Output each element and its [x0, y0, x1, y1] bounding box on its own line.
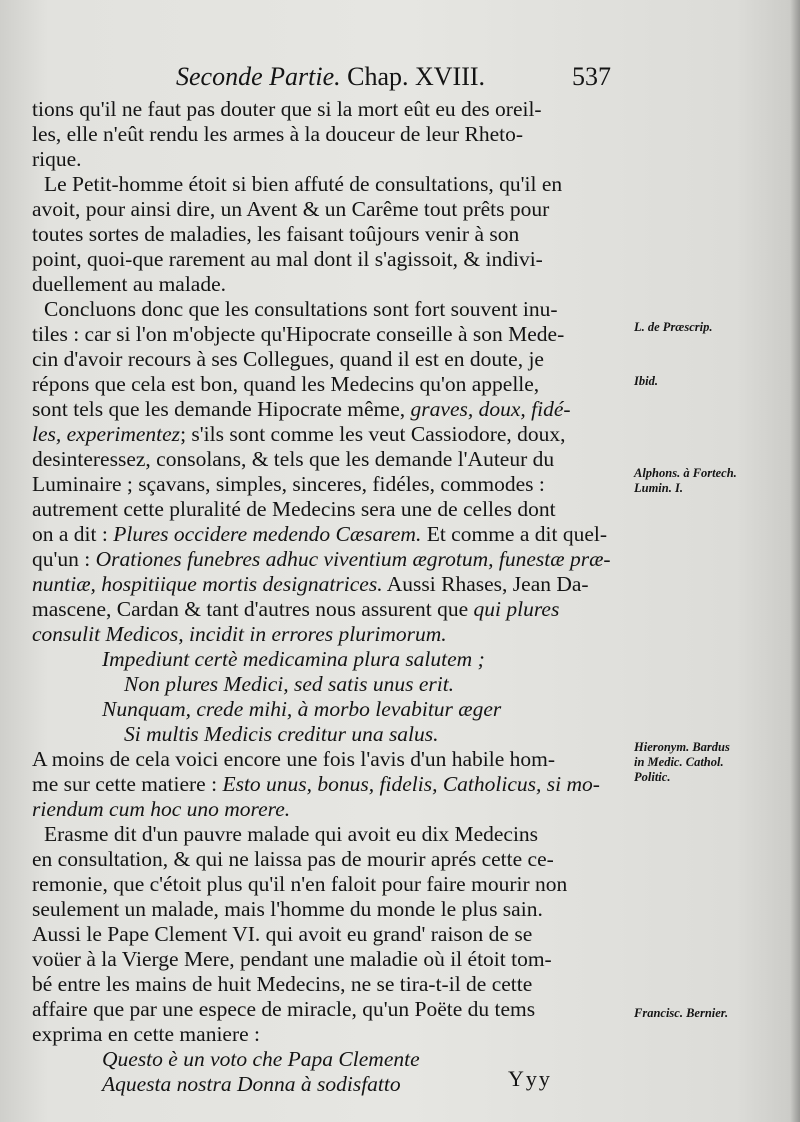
- verse-line: Impediunt certè medicamina plura salutem ;: [102, 647, 485, 671]
- verse-line: Questo è un voto che Papa Clemente: [102, 1047, 420, 1071]
- margin-note: [634, 740, 730, 785]
- margin-note-line: Francisc. Bernier.: [634, 1006, 729, 1020]
- text-line: autrement cette pluralité de Medecins sera une de celles dont: [32, 497, 556, 521]
- margin-note: [634, 466, 737, 496]
- text-span: sont tels que les demande Hipocrate même,: [32, 397, 411, 421]
- text-line: en consultation, & qui ne laissa pas de mourir aprés cette ce-: [32, 847, 554, 871]
- latin-span: graves, doux, fidé-: [410, 397, 571, 421]
- text-line: point, quoi-que rarement au mal dont il s'agissoit, & indivi-: [32, 247, 543, 271]
- paragraph-start: Concluons donc que les consultations sont fort souvent inu-: [44, 297, 558, 321]
- text-line: [32, 422, 628, 447]
- text-line: seulement un malade, mais l'homme du monde le plus sain.: [32, 897, 543, 921]
- latin-line: consulit Medicos, incidit in errores plurimorum.: [32, 622, 447, 646]
- page-number: 537: [572, 62, 611, 91]
- text-line: cin d'avoir recours à ses Collegues, quand il est en doute, je: [32, 347, 544, 371]
- latin-line: riendum cum hoc uno morere.: [32, 797, 291, 821]
- main-text: [32, 97, 628, 1097]
- page-header: [0, 58, 800, 98]
- verse-line: Aquesta nostra Donna à sodisfatto: [102, 1072, 401, 1096]
- text-line: rique.: [32, 147, 82, 171]
- text-line: toutes sortes de maladies, les faisant toûjours venir à son: [32, 222, 520, 246]
- text-line: [32, 397, 628, 422]
- text-line: [32, 772, 628, 797]
- margin-note: [634, 320, 712, 335]
- margin-note-line: Alphons. à Fortech.: [634, 466, 737, 480]
- running-head: [176, 62, 485, 92]
- text-line: duellement au malade.: [32, 272, 227, 296]
- text-span: ; s'ils sont comme les veut Cassiodore, doux,: [180, 422, 566, 446]
- text-span: me sur cette matiere :: [32, 772, 223, 796]
- margin-note-line: in Medic. Cathol.: [634, 755, 724, 769]
- paragraph-start: Le Petit-homme étoit si bien affuté de consultations, qu'il en: [44, 172, 563, 196]
- text-line: voüer à la Vierge Mere, pendant une maladie où il étoit tom-: [32, 947, 552, 971]
- text-span: on a dit :: [32, 522, 114, 546]
- text-line: tiles : car si l'on m'objecte qu'Hipocrate conseille à son Mede-: [32, 322, 565, 346]
- text-line: bé entre les mains de huit Medecins, ne se tira-t-il de cette: [32, 972, 533, 996]
- running-head-chapter: Chap. XVIII.: [347, 62, 486, 91]
- text-line: [32, 522, 628, 547]
- margin-note: [634, 374, 658, 389]
- text-line: Luminaire ; sçavans, simples, sinceres, fidéles, commodes :: [32, 472, 545, 496]
- margin-note-line: L. de Præscrip.: [634, 320, 713, 334]
- margin-note-line: Hieronym. Bardus: [634, 740, 730, 754]
- text-line: Aussi le Pape Clement VI. qui avoit eu grand' raison de se: [32, 922, 533, 946]
- text-line: les, elle n'eût rendu les armes à la douceur de leur Rheto-: [32, 122, 524, 146]
- text-line: [32, 547, 628, 572]
- latin-span: nuntiæ, hospitiique mortis designatrices.: [32, 572, 383, 596]
- text-line: exprima en cette maniere :: [32, 1022, 261, 1046]
- text-line: remonie, que c'étoit plus qu'il n'en faloit pour faire mourir non: [32, 872, 568, 896]
- text-line: répons que cela est bon, quand les Medecins qu'on appelle,: [32, 372, 540, 396]
- latin-span: Plures occidere medendo Cæsarem.: [113, 522, 422, 546]
- latin-span: les, experimentez: [32, 422, 181, 446]
- text-line: affaire que par une espece de miracle, qu'un Poëte du tems: [32, 997, 536, 1021]
- margin-note-line: Lumin. I.: [634, 481, 683, 495]
- page-edge-shadow: [790, 0, 800, 1122]
- signature-mark: Yyy: [508, 1066, 552, 1091]
- text-span: Aussi Rhases, Jean Da-: [382, 572, 589, 596]
- verse-line: Si multis Medicis creditur una salus.: [124, 722, 439, 746]
- margin-note: [634, 1006, 728, 1021]
- text-line: desinteressez, consolans, & tels que les demande l'Auteur du: [32, 447, 555, 471]
- text-line: [32, 572, 628, 597]
- verse-line: Non plures Medici, sed satis unus erit.: [124, 672, 455, 696]
- running-head-part: Seconde Partie.: [176, 62, 341, 91]
- margin-note-line: Ibid.: [634, 374, 658, 388]
- text-span: qu'un :: [32, 547, 96, 571]
- margin-note-line: Politic.: [634, 770, 671, 784]
- text-span: Et comme a dit quel-: [421, 522, 608, 546]
- paragraph-start: Erasme dit d'un pauvre malade qui avoit eu dix Medecins: [44, 822, 539, 846]
- text-line: [32, 597, 628, 622]
- latin-span: Esto unus, bonus, fidelis, Catholicus, si mo-: [222, 772, 600, 796]
- text-line: tions qu'il ne faut pas douter que si la mort eût eu des oreil-: [32, 97, 542, 121]
- latin-span: Orationes funebres adhuc viventium ægrotum, funestæ præ-: [95, 547, 611, 571]
- latin-span: qui plures: [473, 597, 560, 621]
- text-line: A moins de cela voici encore une fois l'avis d'un habile hom-: [32, 747, 556, 771]
- text-line: avoit, pour ainsi dire, un Avent & un Carême tout prêts pour: [32, 197, 550, 221]
- verse-line: Nunquam, crede mihi, à morbo levabitur æger: [102, 697, 502, 721]
- text-span: mascene, Cardan & tant d'autres nous assurent que: [32, 597, 474, 621]
